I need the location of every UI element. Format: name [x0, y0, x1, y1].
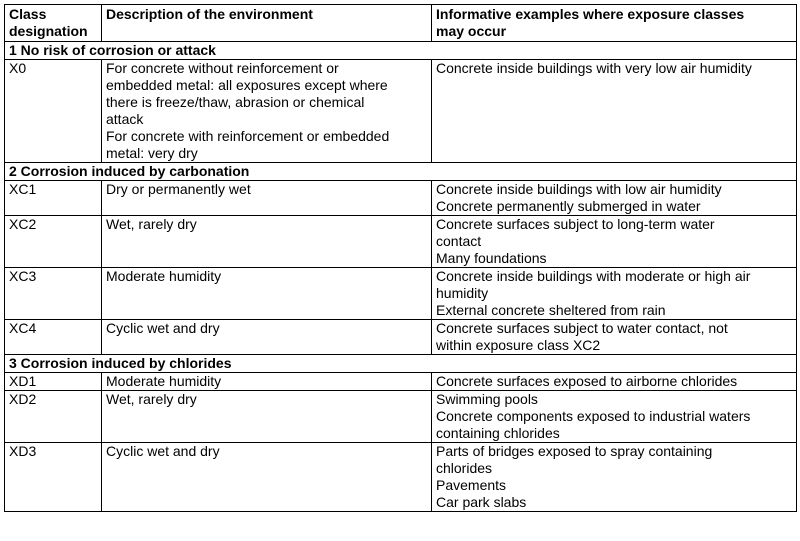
description-line: Dry or permanently wet: [106, 181, 251, 197]
description-line: Moderate humidity: [106, 268, 222, 284]
example-line: Pavements: [436, 477, 507, 493]
example-line: Concrete surfaces subject to water contact, not: [436, 320, 728, 336]
table-row: [5, 216, 797, 268]
description-line: Cyclic wet and dry: [106, 443, 220, 459]
section-title: 3 Corrosion induced by chlorides: [5, 355, 797, 373]
header-class-designation: [5, 5, 102, 42]
table-row: [5, 268, 797, 320]
description-cell: [102, 320, 432, 355]
class-designation-cell: XC2: [5, 216, 102, 268]
table-row: [5, 181, 797, 216]
example-line: Concrete surfaces exposed to airborne chlorides: [436, 373, 738, 389]
description-line: attack: [106, 111, 144, 127]
section-row: [5, 355, 797, 373]
header-description: [102, 5, 432, 42]
table-row: [5, 373, 797, 391]
header-examples: [432, 5, 797, 42]
class-designation-cell: XC3: [5, 268, 102, 320]
example-line: Concrete inside buildings with low air humidity: [436, 181, 722, 197]
class-designation-cell: XD3: [5, 443, 102, 512]
example-line: humidity: [436, 285, 489, 301]
description-line: there is freeze/thaw, abrasion or chemical: [106, 94, 365, 110]
description-line: For concrete without reinforcement or: [106, 60, 339, 76]
description-line: embedded metal: all exposures except where: [106, 77, 388, 93]
description-line: Wet, rarely dry: [106, 216, 197, 232]
examples-cell: [432, 320, 797, 355]
class-designation-cell: XD2: [5, 391, 102, 443]
header-class-line1: Class: [9, 6, 47, 22]
section-row: [5, 42, 797, 60]
examples-cell: [432, 391, 797, 443]
header-description-text: Description of the environment: [106, 6, 313, 22]
section-title: 2 Corrosion induced by carbonation: [5, 163, 797, 181]
description-cell: [102, 181, 432, 216]
description-line: For concrete with reinforcement or embedded: [106, 128, 390, 144]
description-line: Cyclic wet and dry: [106, 320, 220, 336]
exposure-classes-table: [4, 4, 797, 512]
class-designation-cell: XD1: [5, 373, 102, 391]
example-line: Concrete inside buildings with moderate or high air: [436, 268, 751, 284]
example-line: Many foundations: [436, 250, 547, 266]
example-line: Car park slabs: [436, 494, 527, 510]
class-designation-cell: X0: [5, 60, 102, 163]
example-line: Parts of bridges exposed to spray containing: [436, 443, 713, 459]
examples-cell: [432, 181, 797, 216]
description-cell: [102, 216, 432, 268]
header-examples-line2: may occur: [436, 23, 507, 39]
example-line: Swimming pools: [436, 391, 538, 407]
description-cell: [102, 391, 432, 443]
header-row: [5, 5, 797, 42]
description-line: Moderate humidity: [106, 373, 222, 389]
example-line: Concrete components exposed to industrial waters: [436, 408, 751, 424]
example-line: External concrete sheltered from rain: [436, 302, 666, 318]
description-cell: [102, 373, 432, 391]
examples-cell: [432, 60, 797, 163]
section-row: [5, 163, 797, 181]
class-designation-cell: XC4: [5, 320, 102, 355]
example-line: Concrete inside buildings with very low air humidity: [436, 60, 752, 76]
example-line: Concrete permanently submerged in water: [436, 198, 701, 214]
example-line: within exposure class XC2: [436, 337, 601, 353]
section-title: 1 No risk of corrosion or attack: [5, 42, 797, 60]
description-line: metal: very dry: [106, 145, 198, 161]
header-class-line2: designation: [9, 23, 88, 39]
class-designation-cell: XC1: [5, 181, 102, 216]
table-body: [5, 42, 797, 512]
examples-cell: [432, 373, 797, 391]
table-row: [5, 60, 797, 163]
description-cell: [102, 268, 432, 320]
table-row: [5, 391, 797, 443]
examples-cell: [432, 216, 797, 268]
description-cell: [102, 443, 432, 512]
table-row: [5, 443, 797, 512]
table-row: [5, 320, 797, 355]
example-line: contact: [436, 233, 482, 249]
examples-cell: [432, 268, 797, 320]
description-line: Wet, rarely dry: [106, 391, 197, 407]
example-line: containing chlorides: [436, 425, 560, 441]
examples-cell: [432, 443, 797, 512]
example-line: Concrete surfaces subject to long-term water: [436, 216, 715, 232]
description-cell: [102, 60, 432, 163]
example-line: chlorides: [436, 460, 493, 476]
header-examples-line1: Informative examples where exposure classes: [436, 6, 745, 22]
exposure-classes-document: [4, 4, 796, 512]
